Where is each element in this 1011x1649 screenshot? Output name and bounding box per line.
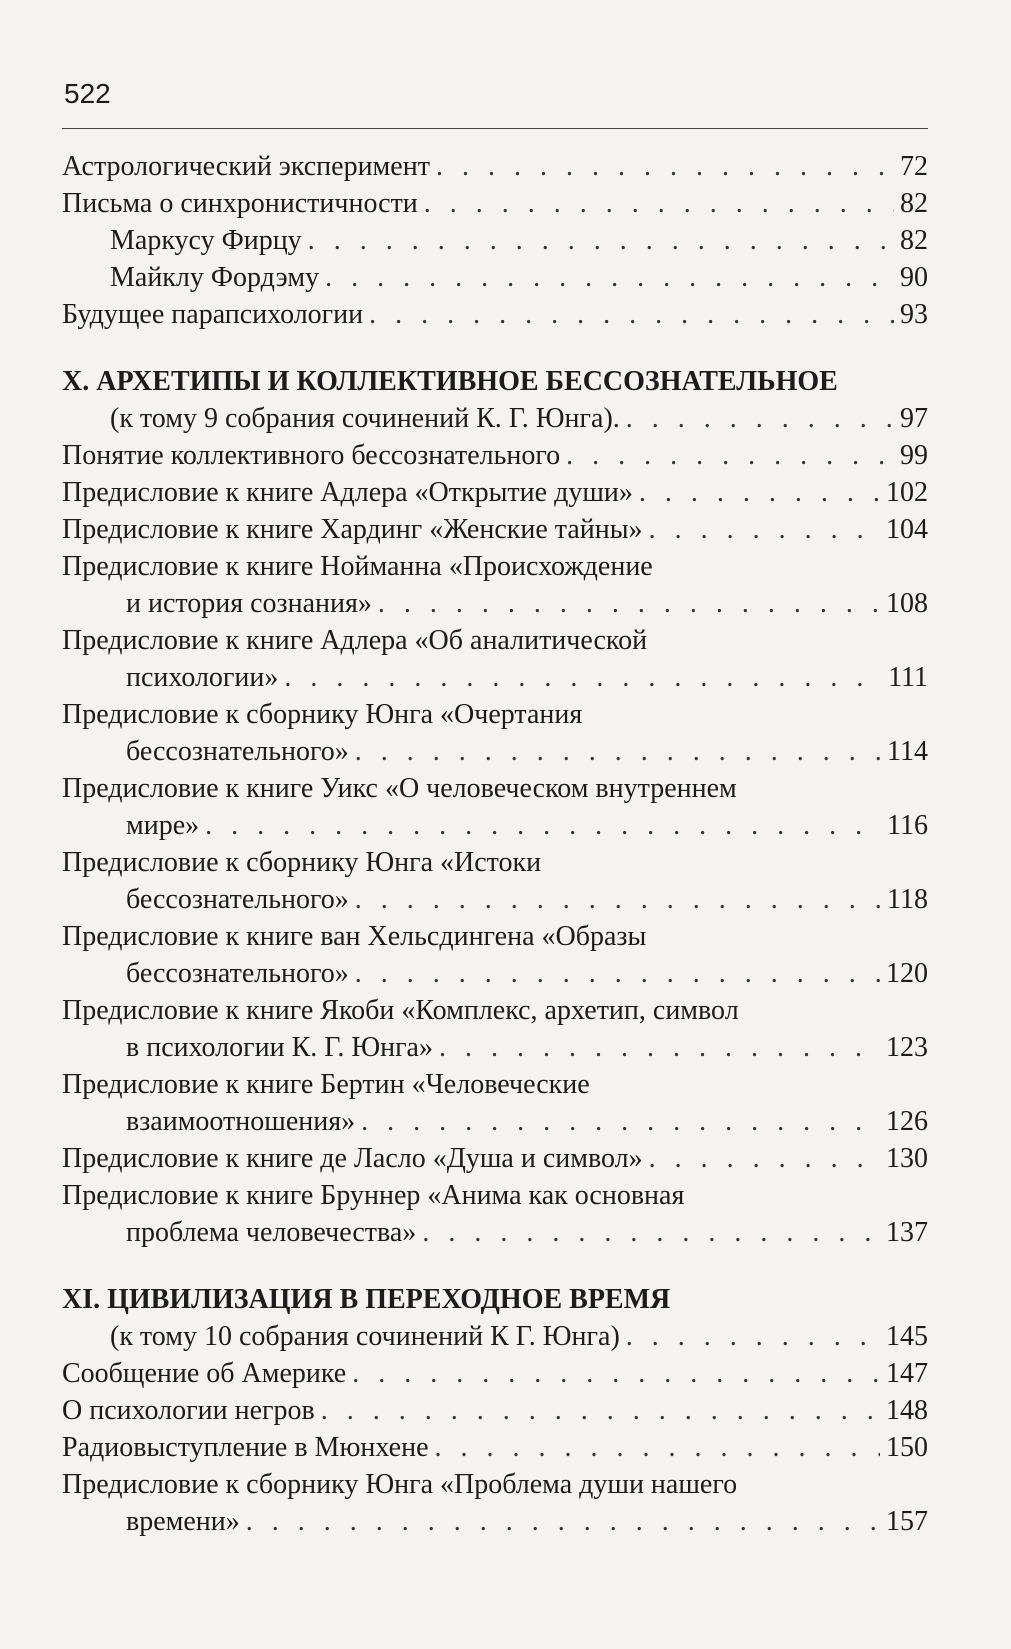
entry-title-line1: Предисловие к книге Нойманна «Происхождение xyxy=(62,551,653,582)
toc-subentry xyxy=(62,222,928,259)
entry-page: 104 xyxy=(886,514,928,545)
entry-title: Маркусу Фирцу xyxy=(110,225,302,256)
leader-dots xyxy=(308,222,894,259)
leader-dots xyxy=(321,1392,880,1429)
entry-title-line1: Предисловие к книге Бертин «Человеческие xyxy=(62,1069,590,1100)
toc-entry xyxy=(62,185,928,222)
leader-dots xyxy=(246,1503,880,1540)
leader-dots xyxy=(352,1355,880,1392)
entry-page: 157 xyxy=(886,1506,928,1537)
leader-dots xyxy=(436,148,894,185)
toc-entry-multiline xyxy=(62,622,928,696)
entry-page: 90 xyxy=(900,262,928,293)
leader-dots xyxy=(205,807,881,844)
leader-dots xyxy=(424,185,894,222)
entry-title: (к тому 10 собрания сочинений К Г. Юнга) xyxy=(110,1321,620,1352)
toc-entry-multiline xyxy=(62,548,928,622)
toc-entry-multiline xyxy=(62,696,928,770)
section-heading: X. АРХЕТИПЫ И КОЛЛЕКТИВНОЕ БЕССОЗНАТЕЛЬНОЕ xyxy=(62,366,838,397)
entry-title-line2: времени» xyxy=(126,1506,240,1537)
leader-dots xyxy=(355,955,880,992)
entry-page: 120 xyxy=(886,958,928,989)
section-subtitle xyxy=(62,1318,928,1355)
toc-entry-multiline xyxy=(62,770,928,844)
page-number: 522 xyxy=(64,78,111,109)
leader-dots xyxy=(355,733,881,770)
entry-title-line2: психологии» xyxy=(126,662,279,693)
entry-title-line2: проблема человечества» xyxy=(126,1217,417,1248)
leader-dots xyxy=(422,1214,880,1251)
toc-entry xyxy=(62,148,928,185)
toc-entry xyxy=(62,296,928,333)
entry-title-line1: Предисловие к сборнику Юнга «Очертания xyxy=(62,699,583,730)
leader-dots xyxy=(378,585,880,622)
leader-dots xyxy=(439,1029,880,1066)
entry-title-line1: Предисловие к книге Адлера «Об аналитической xyxy=(62,625,648,656)
entry-page: 126 xyxy=(886,1106,928,1137)
entry-title-line2: и история сознания» xyxy=(126,588,372,619)
entry-page: 137 xyxy=(886,1217,928,1248)
leader-dots xyxy=(284,659,882,696)
entry-page: 150 xyxy=(886,1432,928,1463)
leader-dots xyxy=(325,259,894,296)
entry-title-line2: бессознательного» xyxy=(126,958,349,989)
toc-entry xyxy=(62,474,928,511)
leader-dots xyxy=(626,1318,880,1355)
entry-title: Предисловие к книге Адлера «Открытие души» xyxy=(62,477,633,508)
toc-entry xyxy=(62,1140,928,1177)
entry-page: 147 xyxy=(886,1358,928,1389)
entry-title-line2: мире» xyxy=(126,810,200,841)
leader-dots xyxy=(361,1103,880,1140)
leader-dots xyxy=(435,1429,880,1466)
entry-title-line1: Предисловие к сборнику Юнга «Истоки xyxy=(62,847,542,878)
entry-page: 108 xyxy=(886,588,928,619)
entry-title: О психологии негров xyxy=(62,1395,315,1426)
entry-title: Понятие коллективного бессознательного xyxy=(62,440,561,471)
entry-page: 148 xyxy=(886,1395,928,1426)
entry-page: 97 xyxy=(900,403,928,434)
toc-entry xyxy=(62,1392,928,1429)
leader-dots xyxy=(355,881,881,918)
entry-title: Письма о синхронистичности xyxy=(62,188,418,219)
entry-title-line1: Предисловие к книге Якоби «Комплекс, архетип, символ xyxy=(62,995,739,1026)
entry-page: 82 xyxy=(900,225,928,256)
entry-page: 118 xyxy=(887,884,928,915)
entry-title: Будущее парапсихологии xyxy=(62,299,364,330)
entry-page: 145 xyxy=(886,1321,928,1352)
entry-page: 111 xyxy=(888,662,928,693)
entry-title-line2: бессознательного» xyxy=(126,884,349,915)
entry-title-line1: Предисловие к книге Бруннер «Анима как основная xyxy=(62,1180,685,1211)
entry-title: Майклу Фордэму xyxy=(110,262,320,293)
leader-dots xyxy=(649,1140,880,1177)
section-heading: XI. ЦИВИЛИЗАЦИЯ В ПЕРЕХОДНОЕ ВРЕМЯ xyxy=(62,1284,671,1315)
toc-entry xyxy=(62,1355,928,1392)
toc-entry-multiline xyxy=(62,844,928,918)
entry-page: 72 xyxy=(900,151,928,182)
leader-dots xyxy=(566,437,894,474)
entry-title-line2: в психологии К. Г. Юнга» xyxy=(126,1032,433,1063)
entry-title-line1: Предисловие к книге ван Хельсдингена «Образы xyxy=(62,921,647,952)
entry-title: Астрологический эксперимент xyxy=(62,151,430,182)
entry-page: 130 xyxy=(886,1143,928,1174)
section-subtitle xyxy=(62,400,928,437)
leader-dots xyxy=(626,400,894,437)
toc-entry xyxy=(62,1429,928,1466)
entry-page: 93 xyxy=(900,299,928,330)
toc-entry xyxy=(62,511,928,548)
entry-page: 99 xyxy=(900,440,928,471)
toc-entry-multiline xyxy=(62,1466,928,1540)
entry-page: 114 xyxy=(887,736,928,767)
leader-dots xyxy=(639,474,880,511)
entry-page: 123 xyxy=(886,1032,928,1063)
entry-title: Сообщение об Америке xyxy=(62,1358,347,1389)
toc-entry-multiline xyxy=(62,1066,928,1140)
entry-title-line1: Предисловие к книге Уикс «О человеческом внутреннем xyxy=(62,773,737,804)
toc-entry-multiline xyxy=(62,918,928,992)
entry-title-line2: бессознательного» xyxy=(126,736,349,767)
entry-page: 116 xyxy=(887,810,928,841)
entry-title: Радиовыступление в Мюнхене xyxy=(62,1432,429,1463)
entry-page: 102 xyxy=(886,477,928,508)
toc-entry-multiline xyxy=(62,1177,928,1251)
entry-title-line2: взаимоотношения» xyxy=(126,1106,356,1137)
toc-entry xyxy=(62,437,928,474)
leader-dots xyxy=(369,296,894,333)
entry-title: (к тому 9 собрания сочинений К. Г. Юнга). xyxy=(110,403,620,434)
toc-subentry xyxy=(62,259,928,296)
table-of-contents xyxy=(62,148,928,1540)
entry-title-line1: Предисловие к сборнику Юнга «Проблема души нашего xyxy=(62,1469,738,1500)
entry-title: Предисловие к книге де Ласло «Душа и символ» xyxy=(62,1143,643,1174)
entry-title: Предисловие к книге Хардинг «Женские тайны» xyxy=(62,514,643,545)
entry-page: 82 xyxy=(900,188,928,219)
header-rule xyxy=(62,128,928,129)
toc-entry-multiline xyxy=(62,992,928,1066)
leader-dots xyxy=(649,511,880,548)
